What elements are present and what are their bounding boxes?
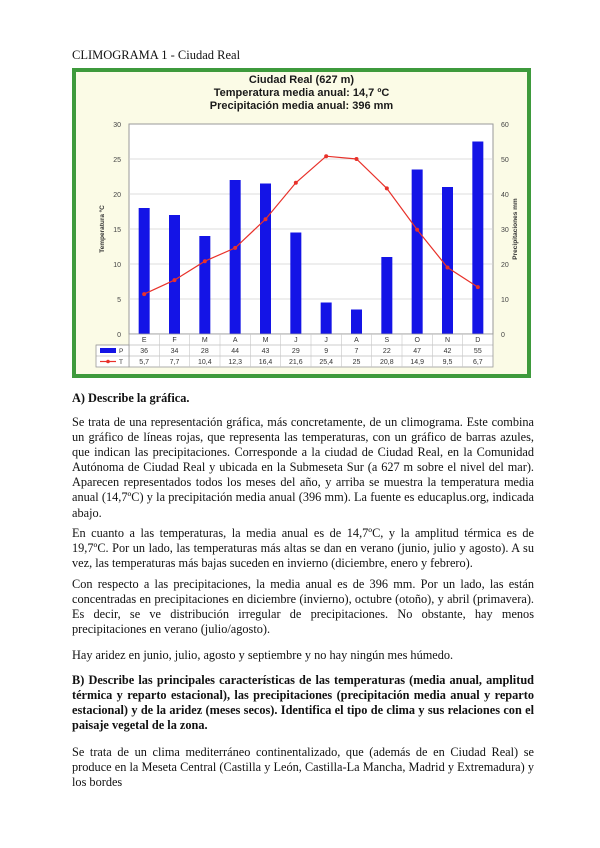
y-tick-label: 25: [113, 157, 121, 164]
month-label: S: [384, 337, 390, 344]
precipitation-bar: [412, 170, 423, 335]
precipitation-value: 7: [354, 348, 359, 355]
precipitation-bar: [381, 257, 392, 334]
month-label: N: [444, 337, 451, 344]
precipitation-bar: [199, 236, 210, 334]
temperature-point: [203, 259, 207, 263]
y2-tick-label: 10: [501, 297, 509, 304]
temperature-point: [294, 181, 298, 185]
chart-title: Ciudad Real (627 m): [248, 74, 355, 86]
temperature-value: 7,7: [169, 359, 180, 366]
precipitation-value: 44: [231, 348, 240, 355]
month-label: J: [294, 337, 298, 344]
paragraph-5: [72, 745, 534, 790]
month-label: M: [262, 337, 269, 344]
month-label: A: [232, 337, 238, 344]
temperature-value: 25: [352, 359, 361, 366]
month-label: A: [354, 337, 359, 344]
precipitation-value: 55: [473, 348, 482, 355]
precipitation-bar: [472, 142, 483, 335]
paragraph-5-text: Se trata de un clima mediterráneo continentalizado, que (además de en Ciudad Real) se produce en la Meseta Central (Castilla y León, Castilla-La Mancha, Madrid y Extremadura) y los bordes: [72, 745, 534, 790]
month-label: F: [172, 337, 177, 344]
y-tick-label: 5: [117, 297, 121, 304]
y2-tick-label: 40: [501, 192, 509, 199]
precipitation-value: 34: [170, 348, 179, 355]
y-tick-label: 20: [113, 192, 121, 199]
precipitation-bar: [139, 208, 150, 334]
precipitation-bar: [290, 233, 301, 335]
precipitation-bar: [230, 180, 241, 334]
climograph-frame: [72, 68, 531, 378]
temperature-point: [233, 246, 237, 250]
y-axis-label: Temperatura ºC: [99, 205, 106, 253]
temperature-point: [264, 217, 268, 221]
chart-subtitle-precipitation: Precipitación media anual: 396 mm: [209, 100, 394, 112]
precipitation-value: 29: [291, 348, 300, 355]
temperature-value: 12,3: [228, 359, 242, 366]
paragraph-4-text: Hay aridez en junio, julio, agosto y septiembre y no hay ningún mes húmedo.: [72, 648, 454, 662]
temperature-point: [446, 266, 450, 270]
paragraph-3-text: Con respecto a las precipitaciones, la media anual es de 396 mm. Por un lado, las están concentradas en precipitaciones en diciembre (invierno), octubre (otoño), y abril (primavera). Es decir, se ve distribución irregular de precipitaciones. No obstante, hay menos precipitaciones en verano (julio/agosto).: [72, 577, 534, 637]
legend-label-precipitation: P: [119, 348, 124, 355]
paragraph-4: [72, 648, 534, 663]
temperature-point: [173, 278, 177, 282]
temperature-value: 5,7: [139, 359, 150, 366]
section-a-heading: A) Describe la gráfica.: [72, 391, 190, 405]
document-title: CLIMOGRAMA 1 - Ciudad Real: [72, 48, 241, 62]
paragraph-2: [72, 526, 534, 571]
y-tick-label: 15: [113, 227, 121, 234]
temperature-value: 25,4: [319, 359, 333, 366]
precipitation-bar: [351, 310, 362, 335]
precipitation-bar: [260, 184, 271, 335]
y2-axis-label: Precipitaciones mm: [512, 198, 519, 260]
y2-tick-label: 50: [501, 157, 509, 164]
temperature-point: [355, 157, 359, 161]
temperature-value: 10,4: [198, 359, 212, 366]
temperature-value: 6,7: [472, 359, 483, 366]
precipitation-bar: [169, 215, 180, 334]
legend-swatch-precipitation: [100, 348, 116, 353]
paragraph-2-text: En cuanto a las temperaturas, la media anual es de 14,7ºC, y la amplitud térmica es de 19,7ºC. Por un lado, las temperaturas más altas se dan en verano (junio, julio y agosto). A su vez, las temperaturas más bajas suceden en invierno (diciembre, enero y febrero).: [72, 526, 534, 571]
precipitation-value: 22: [382, 348, 391, 355]
precipitation-value: 42: [443, 348, 452, 355]
paragraph-3: [72, 577, 534, 637]
precipitation-value: 28: [200, 348, 209, 355]
month-label: M: [201, 337, 208, 344]
precipitation-value: 47: [413, 348, 422, 355]
legend-marker-temperature: [106, 360, 110, 364]
y-tick-label: 10: [113, 262, 121, 269]
temperature-point: [476, 285, 480, 289]
temperature-point: [385, 186, 389, 190]
temperature-point: [142, 292, 146, 296]
temperature-value: 20,8: [380, 359, 394, 366]
month-label: O: [414, 337, 420, 344]
y2-tick-label: 60: [501, 122, 509, 129]
temperature-value: 21,6: [289, 359, 303, 366]
temperature-value: 14,9: [410, 359, 424, 366]
temperature-point: [415, 228, 419, 232]
y2-tick-label: 0: [501, 332, 505, 339]
chart-canvas: [76, 72, 527, 374]
month-label: J: [324, 337, 328, 344]
chart-subtitle-temperature: Temperatura media anual: 14,7 ºC: [213, 87, 390, 99]
temperature-value: 16,4: [258, 359, 273, 366]
temperature-value: 9,5: [442, 359, 453, 366]
y2-tick-label: 20: [501, 262, 509, 269]
precipitation-bar: [442, 187, 453, 334]
precipitation-value: 36: [140, 348, 149, 355]
y-tick-label: 0: [117, 332, 121, 339]
precipitation-value: 43: [261, 348, 270, 355]
section-b-heading: B) Describe las principales características de las temperaturas (media anual, amplitud térmica y reparto estacional), las precipitaciones (precipitación media anual y reparto estacional) y de la aridez (meses secos). Identifica el tipo de clima y sus relaciones con el paisaje vegetal de la zona.: [72, 673, 534, 733]
paragraph-1-text: Se trata de una representación gráfica, más concretamente, de un climograma. Este combina un gráfico de líneas rojas, que representa las temperaturas, con un gráfico de barras azules, que indican las precipitaciones. Corresponde a la ciudad de Ciudad Real, en la Comunidad Autónoma de Ciudad Real y ubicada en la Submeseta Sur (a 627 m sobre el nivel del mar). Aparecen representados todos los meses del año, y arriba se muestra la temperatura media anual (14,7ºC) y la precipitación media anual (396 mm). La fuente es educaplus.org, indicada abajo.: [72, 415, 534, 520]
precipitation-bar: [321, 303, 332, 335]
precipitation-value: 9: [324, 348, 329, 355]
paragraph-1: [72, 415, 534, 521]
y2-tick-label: 30: [501, 227, 509, 234]
climograph: [76, 72, 527, 374]
temperature-point: [324, 154, 328, 158]
month-label: D: [475, 337, 481, 344]
month-label: E: [141, 337, 147, 344]
legend-label-temperature: T: [119, 359, 123, 366]
y-tick-label: 30: [113, 122, 121, 129]
